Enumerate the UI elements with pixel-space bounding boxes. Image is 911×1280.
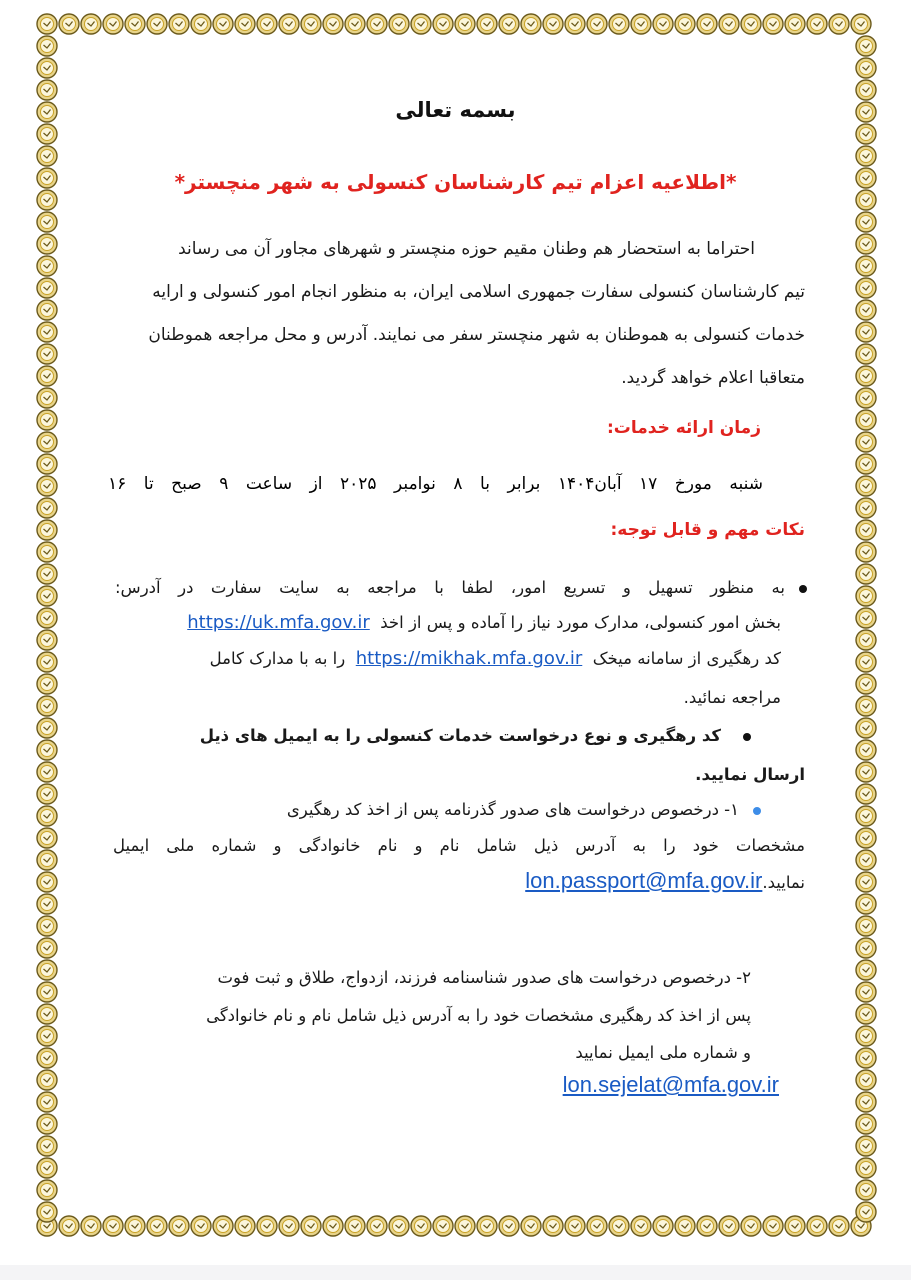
border-medallion-icon <box>856 256 876 276</box>
border-medallion-icon <box>856 1070 876 1090</box>
item1-line1: ۱- درخصوص درخواست های صدور گذرنامه پس از اخذ کد رهگیری <box>287 800 761 819</box>
border-medallion-icon <box>279 14 299 34</box>
border-medallion-icon <box>719 1216 739 1236</box>
border-medallion-icon <box>37 564 57 584</box>
border-medallion-icon <box>37 278 57 298</box>
border-medallion-icon <box>323 1216 343 1236</box>
border-medallion-icon <box>499 1216 519 1236</box>
border-medallion-icon <box>235 1216 255 1236</box>
border-medallion-icon <box>829 1216 849 1236</box>
border-medallion-icon <box>856 498 876 518</box>
border-medallion-icon <box>785 1216 805 1236</box>
border-medallion-icon <box>856 322 876 342</box>
border-medallion-icon <box>37 850 57 870</box>
border-medallion-icon <box>433 1216 453 1236</box>
border-medallion-icon <box>697 14 717 34</box>
border-medallion-icon <box>455 14 475 34</box>
border-medallion-icon <box>856 784 876 804</box>
border-medallion-icon <box>856 476 876 496</box>
border-medallion-icon <box>37 476 57 496</box>
border-medallion-icon <box>345 14 365 34</box>
border-medallion-icon <box>37 960 57 980</box>
border-medallion-icon <box>125 1216 145 1236</box>
border-medallion-icon <box>37 1004 57 1024</box>
border-medallion-icon <box>213 14 233 34</box>
border-medallion-icon <box>37 1158 57 1178</box>
border-medallion-icon <box>389 14 409 34</box>
border-medallion-icon <box>675 1216 695 1236</box>
border-medallion-icon <box>37 124 57 144</box>
border-medallion-icon <box>37 982 57 1002</box>
border-medallion-icon <box>856 146 876 166</box>
border-medallion-icon <box>37 1026 57 1046</box>
border-medallion-icon <box>37 80 57 100</box>
border-medallion-icon <box>499 14 519 34</box>
border-medallion-icon <box>37 300 57 320</box>
border-medallion-icon <box>856 828 876 848</box>
border-medallion-icon <box>856 278 876 298</box>
border-medallion-icon <box>856 982 876 1002</box>
border-medallion-icon <box>37 784 57 804</box>
border-medallion-icon <box>37 608 57 628</box>
bullet1-line4: مراجعه نمائید. <box>683 688 781 707</box>
border-medallion-icon <box>169 14 189 34</box>
bullet2-line2: ارسال نمایید. <box>695 765 805 784</box>
border-medallion-icon <box>37 212 57 232</box>
border-medallion-icon <box>856 806 876 826</box>
border-medallion-icon <box>37 1092 57 1112</box>
border-medallion-icon <box>521 14 541 34</box>
border-medallion-icon <box>856 1092 876 1112</box>
border-medallion-icon <box>856 872 876 892</box>
border-medallion-icon <box>37 14 57 34</box>
border-medallion-icon <box>37 256 57 276</box>
border-medallion-icon <box>856 718 876 738</box>
service-time-text: شنبه مورخ ۱۷ آبان۱۴۰۴ برابر با ۸ نوامبر ۲۰۲۵ از ساعت ۹ صبح تا ۱۶ <box>108 474 763 494</box>
border-medallion-icon <box>37 1070 57 1090</box>
border-medallion-icon <box>763 14 783 34</box>
border-medallion-icon <box>856 1158 876 1178</box>
border-medallion-icon <box>301 1216 321 1236</box>
border-medallion-icon <box>367 1216 387 1236</box>
bullet1-line3: کد رهگیری از سامانه میخک https://mikhak.mfa.gov.ir را به با مدارک کامل <box>209 648 781 669</box>
border-medallion-icon <box>856 674 876 694</box>
border-medallion-icon <box>323 14 343 34</box>
border-medallion-icon <box>37 762 57 782</box>
border-medallion-icon <box>609 14 629 34</box>
civil-registry-email-link[interactable]: lon.sejelat@mfa.gov.ir <box>562 1072 779 1097</box>
border-medallion-icon <box>37 806 57 826</box>
border-medallion-icon <box>856 938 876 958</box>
border-medallion-icon <box>37 234 57 254</box>
border-medallion-icon <box>856 36 876 56</box>
mikhak-system-link[interactable]: https://mikhak.mfa.gov.ir <box>355 648 583 669</box>
border-medallion-icon <box>856 1114 876 1134</box>
border-medallion-icon <box>37 828 57 848</box>
border-medallion-icon <box>37 696 57 716</box>
border-medallion-icon <box>37 410 57 430</box>
border-medallion-icon <box>37 1136 57 1156</box>
item2-line1: ۲- درخصوص درخواست های صدور شناسنامه فرزند، ازدواج، طلاق و ثبت فوت <box>217 968 751 987</box>
border-medallion-icon <box>477 14 497 34</box>
border-medallion-icon <box>587 1216 607 1236</box>
border-medallion-icon <box>763 1216 783 1236</box>
border-medallion-icon <box>856 454 876 474</box>
border-medallion-icon <box>37 1202 57 1222</box>
border-medallion-icon <box>856 1136 876 1156</box>
border-medallion-icon <box>59 1216 79 1236</box>
intro-line: تیم کارشناسان کنسولی سفارت جمهوری اسلامی ایران، به منظور انجام امور کنسولی و ارایه <box>152 282 805 302</box>
border-medallion-icon <box>37 674 57 694</box>
border-medallion-icon <box>856 300 876 320</box>
border-medallion-icon <box>213 1216 233 1236</box>
border-medallion-icon <box>521 1216 541 1236</box>
border-medallion-icon <box>741 1216 761 1236</box>
border-medallion-icon <box>37 938 57 958</box>
border-medallion-icon <box>856 630 876 650</box>
border-medallion-icon <box>37 520 57 540</box>
border-medallion-icon <box>856 740 876 760</box>
border-medallion-icon <box>565 14 585 34</box>
border-medallion-icon <box>59 14 79 34</box>
border-medallion-icon <box>631 14 651 34</box>
border-medallion-icon <box>37 58 57 78</box>
border-medallion-icon <box>856 1004 876 1024</box>
border-medallion-icon <box>543 1216 563 1236</box>
border-medallion-icon <box>741 14 761 34</box>
bullet-dot-icon <box>743 733 751 741</box>
border-medallion-icon <box>279 1216 299 1236</box>
border-medallion-icon <box>257 14 277 34</box>
border-medallion-icon <box>411 14 431 34</box>
border-medallion-icon <box>565 1216 585 1236</box>
border-medallion-icon <box>37 586 57 606</box>
border-medallion-icon <box>37 1048 57 1068</box>
border-medallion-icon <box>37 388 57 408</box>
border-medallion-icon <box>191 14 211 34</box>
border-medallion-icon <box>235 14 255 34</box>
border-medallion-icon <box>37 718 57 738</box>
border-medallion-icon <box>37 344 57 364</box>
announcement-title: *اطلاعیه اعزام تیم کارشناسان کنسولی به شهر منچستر* <box>174 170 737 194</box>
border-medallion-icon <box>785 14 805 34</box>
border-medallion-icon <box>37 322 57 342</box>
border-medallion-icon <box>856 344 876 364</box>
border-medallion-icon <box>856 124 876 144</box>
embassy-website-link[interactable]: https://uk.mfa.gov.ir <box>187 612 370 633</box>
border-medallion-icon <box>37 454 57 474</box>
bismillah-heading: بسمه تعالی <box>395 98 516 122</box>
border-medallion-icon <box>433 14 453 34</box>
border-medallion-icon <box>147 14 167 34</box>
border-medallion-icon <box>856 432 876 452</box>
border-medallion-icon <box>37 498 57 518</box>
border-medallion-icon <box>856 960 876 980</box>
border-medallion-icon <box>609 1216 629 1236</box>
border-medallion-icon <box>856 388 876 408</box>
border-medallion-icon <box>147 1216 167 1236</box>
border-medallion-icon <box>856 520 876 540</box>
border-medallion-icon <box>37 872 57 892</box>
border-medallion-icon <box>856 1202 876 1222</box>
border-medallion-icon <box>81 14 101 34</box>
border-medallion-icon <box>37 432 57 452</box>
service-time-heading: زمان ارائه خدمات: <box>606 418 761 438</box>
border-medallion-icon <box>37 894 57 914</box>
border-medallion-icon <box>37 630 57 650</box>
border-medallion-icon <box>856 212 876 232</box>
border-medallion-icon <box>37 740 57 760</box>
border-medallion-icon <box>103 1216 123 1236</box>
item2-line2: پس از اخذ کد رهگیری مشخصات خود را به آدرس ذیل شامل نام و نام خانوادگی <box>206 1006 751 1025</box>
border-medallion-icon <box>856 58 876 78</box>
border-medallion-icon <box>856 696 876 716</box>
border-medallion-icon <box>856 366 876 386</box>
border-medallion-icon <box>856 564 876 584</box>
border-medallion-icon <box>856 542 876 562</box>
border-medallion-icon <box>631 1216 651 1236</box>
bullet-dot-icon <box>753 807 761 815</box>
border-medallion-icon <box>37 542 57 562</box>
intro-line: متعاقبا اعلام خواهد گردید. <box>621 368 805 388</box>
border-medallion-icon <box>37 366 57 386</box>
bullet1-line2: بخش امور کنسولی، مدارک مورد نیاز را آماده و پس از اخذ https://uk.mfa.gov.ir <box>187 612 781 633</box>
border-medallion-icon <box>81 1216 101 1236</box>
border-medallion-icon <box>856 410 876 430</box>
item1-line3: نمایید.lon.passport@mfa.gov.ir <box>525 868 805 893</box>
bullet-dot-icon <box>799 585 807 593</box>
item2-line3: و شماره ملی ایمیل نمایید <box>575 1043 751 1062</box>
border-medallion-icon <box>37 916 57 936</box>
border-medallion-icon <box>37 36 57 56</box>
border-medallion-icon <box>653 1216 673 1236</box>
border-medallion-icon <box>807 1216 827 1236</box>
border-medallion-icon <box>103 14 123 34</box>
border-medallion-icon <box>856 916 876 936</box>
border-medallion-icon <box>856 80 876 100</box>
border-medallion-icon <box>856 608 876 628</box>
intro-paragraph <box>109 228 805 400</box>
border-medallion-icon <box>191 1216 211 1236</box>
border-medallion-icon <box>411 1216 431 1236</box>
border-medallion-icon <box>856 1026 876 1046</box>
border-medallion-icon <box>856 850 876 870</box>
border-medallion-icon <box>37 146 57 166</box>
passport-email-link[interactable]: lon.passport@mfa.gov.ir <box>525 868 763 893</box>
intro-line: احتراما به استحضار هم وطنان مقیم حوزه منچستر و شهرهای مجاور آن می رساند <box>178 239 755 259</box>
border-medallion-icon <box>829 14 849 34</box>
border-medallion-icon <box>301 14 321 34</box>
border-medallion-icon <box>856 1048 876 1068</box>
border-medallion-icon <box>807 14 827 34</box>
border-medallion-icon <box>37 1114 57 1134</box>
border-medallion-icon <box>257 1216 277 1236</box>
border-medallion-icon <box>587 14 607 34</box>
border-medallion-icon <box>856 652 876 672</box>
border-medallion-icon <box>455 1216 475 1236</box>
bullet1-line1: به منظور تسهیل و تسریع امور، لطفا با مراجعه به سایت سفارت در آدرس: <box>115 578 807 597</box>
border-medallion-icon <box>856 234 876 254</box>
border-medallion-icon <box>856 762 876 782</box>
item2-email-line <box>563 1072 779 1098</box>
border-medallion-icon <box>37 652 57 672</box>
border-medallion-icon <box>345 1216 365 1236</box>
border-medallion-icon <box>125 14 145 34</box>
border-medallion-icon <box>856 1180 876 1200</box>
notes-heading: نکات مهم و قابل توجه: <box>610 520 805 540</box>
intro-line: خدمات کنسولی به هموطنان به شهر منچستر سفر می نمایند. آدرس و محل مراجعه هموطنان <box>148 325 805 345</box>
bullet2-line1: کد رهگیری و نوع درخواست خدمات کنسولی را به ایمیل های ذیل <box>200 726 751 745</box>
border-medallion-icon <box>675 14 695 34</box>
border-medallion-icon <box>389 1216 409 1236</box>
border-medallion-icon <box>851 14 871 34</box>
border-medallion-icon <box>856 586 876 606</box>
border-medallion-icon <box>653 14 673 34</box>
border-medallion-icon <box>543 14 563 34</box>
border-medallion-icon <box>169 1216 189 1236</box>
border-medallion-icon <box>477 1216 497 1236</box>
border-medallion-icon <box>367 14 387 34</box>
border-medallion-icon <box>697 1216 717 1236</box>
border-medallion-icon <box>37 1180 57 1200</box>
item1-line2: مشخصات خود را به آدرس ذیل شامل نام و نام خانوادگی و شماره ملی ایمیل <box>113 836 805 855</box>
border-medallion-icon <box>856 894 876 914</box>
border-medallion-icon <box>719 14 739 34</box>
